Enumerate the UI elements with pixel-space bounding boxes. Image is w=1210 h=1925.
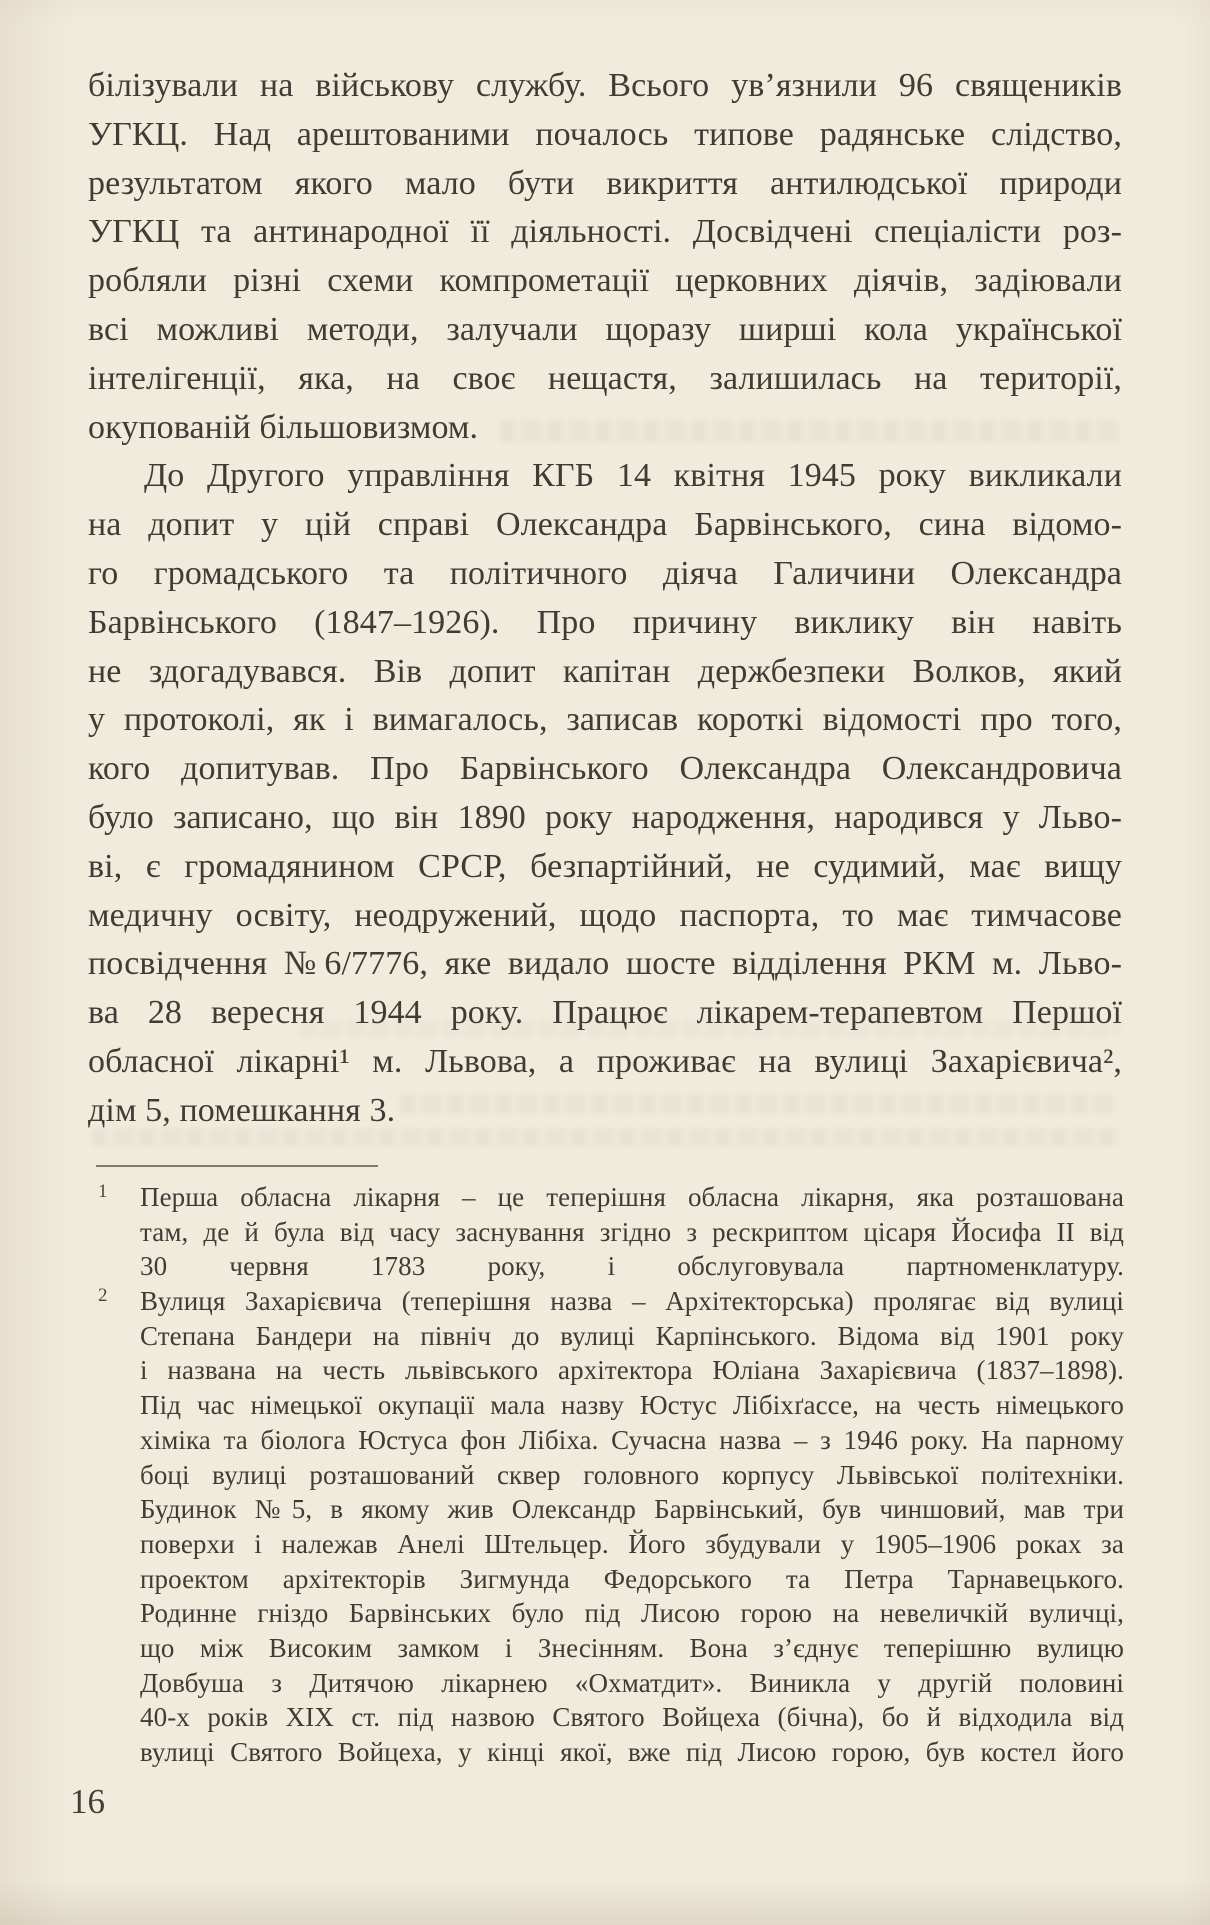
text-line: боці вулиці розташований сквер головного корпусу Львівської політехніки. [140,1459,1124,1490]
text-line: білізували на військову службу. Всього ув’язнили 96 священиків [88,67,1122,104]
text-line: у протоколі, як і вимагалось, записав короткі відомості про того, [88,701,1122,739]
text-line: було записано, що він 1890 року народження, народився у Льво- [88,798,1122,836]
footnote-marker: 1 [98,1181,108,1202]
text-line: посвідчення №6/7776, яке видало шосте відділення РКМ м. Льво- [88,945,1122,983]
text-line: хіміка та біолога Юстуса фон Лібіха. Сучасна назва – з 1946 року. На парному [140,1424,1124,1455]
text-line: всі можливі методи, залучали щоразу ширші кола української [88,310,1122,348]
text-line: Перша обласна лікарня – це теперішня обласна лікарня, яка розташована [140,1182,1124,1212]
text-line: окупованій більшовизмом. [88,408,479,446]
text-line: кого допитував. Про Барвінського Олександра Олександровича [88,750,1122,788]
text-line: проектом архітекторів Зигмунда Федорського та Петра Тарнавецького. [140,1563,1124,1594]
text-line: і названа на честь львівського архітектора Юліана Захарієвича (1837–1898). [140,1355,1124,1386]
text-line: дім 5, помешкання 3. [88,1091,396,1129]
text-line: не здогадувався. Вів допит капітан держбезпеки Волков, який [88,652,1122,690]
body-text [88,62,1122,1136]
text-line: Родинне гніздо Барвінських було під Лисою горою на невеличкій вуличці, [140,1598,1124,1629]
text-line: Будинок №5, в якому жив Олександр Барвінський, був чиншовий, мав три [140,1494,1124,1525]
text-line: на допит у цій справі Олександра Барвінського, сина відомо- [88,506,1122,544]
text-line: обласної лікарні¹ м. Львова, а проживає на вулиці Захарієвича², [88,1042,1122,1080]
text-line: Під час німецької окупації мала назву Юстус Лібіхґассе, на честь німецького [140,1390,1124,1421]
text-line: Вулиця Захарієвича (теперішня назва – Архітекторська) пролягає від вулиці [140,1286,1124,1317]
footnote-separator [96,1165,378,1167]
text-line: що між Високим замком і Знесінням. Вона з’єднує теперішню вулицю [140,1632,1124,1663]
paragraph [88,62,1122,452]
footnote-marker: 2 [98,1285,108,1307]
footnotes [96,1180,1124,1770]
text-line: Довбуша з Дитячою лікарнею «Охматдит». Виникла у другій половині [140,1667,1124,1698]
text-line: поверхи і належав Анелі Штельцер. Його збудували у 1905–1906 роках за [140,1528,1124,1559]
text-line: До Другого управління КГБ 14 квітня 1945 року викликали [144,457,1122,495]
text-line: го громадського та політичного діяча Галичини Олександра [88,554,1122,592]
text-line: ві, є громадянином СРСР, безпартійний, не судимий, має вищу [88,847,1122,885]
paragraph [88,452,1122,1135]
text-line: УГКЦ. Над арештованими почалось типове радянське слідство, [88,115,1122,153]
text-line: медичну освіту, неодружений, щодо паспорта, то має тимчасове [88,896,1122,934]
page-number: 16 [70,1782,105,1821]
text-line: вулиці Святого Войцеха, у кінці якої, вже під Лисою горою, був костел його [140,1737,1124,1767]
text-line: Барвінського (1847–1926). Про причину виклику він навіть [88,603,1122,641]
text-line: Степана Бандери на північ до вулиці Карпінського. Відома від 1901 року [140,1320,1124,1351]
footnote [96,1284,1124,1770]
text-line: ва 28 вересня 1944 року. Працює лікарем-терапевтом Першої [88,994,1122,1032]
footnote [96,1180,1124,1284]
text-line: УГКЦ та антинародної її діяльності. Досвідчені спеціалісти роз- [88,213,1122,251]
text-line: там, де й була від часу заснування згідно з рескриптом цісаря Йосифа II від [140,1216,1124,1247]
text-line: 40-х років XIX ст. під назвою Святого Войцеха (бічна), бо й відходила від [140,1702,1124,1733]
text-line: результатом якого мало бути викриття антилюдської природи [88,164,1122,202]
text-line: робляли різні схеми компрометації церковних діячів, задіювали [88,262,1122,300]
text-line: 30 червня 1783 року, і обслуговувала партноменклатуру. [140,1251,1124,1282]
text-line: інтелігенції, яка, на своє нещастя, залишилась на території, [88,359,1122,397]
